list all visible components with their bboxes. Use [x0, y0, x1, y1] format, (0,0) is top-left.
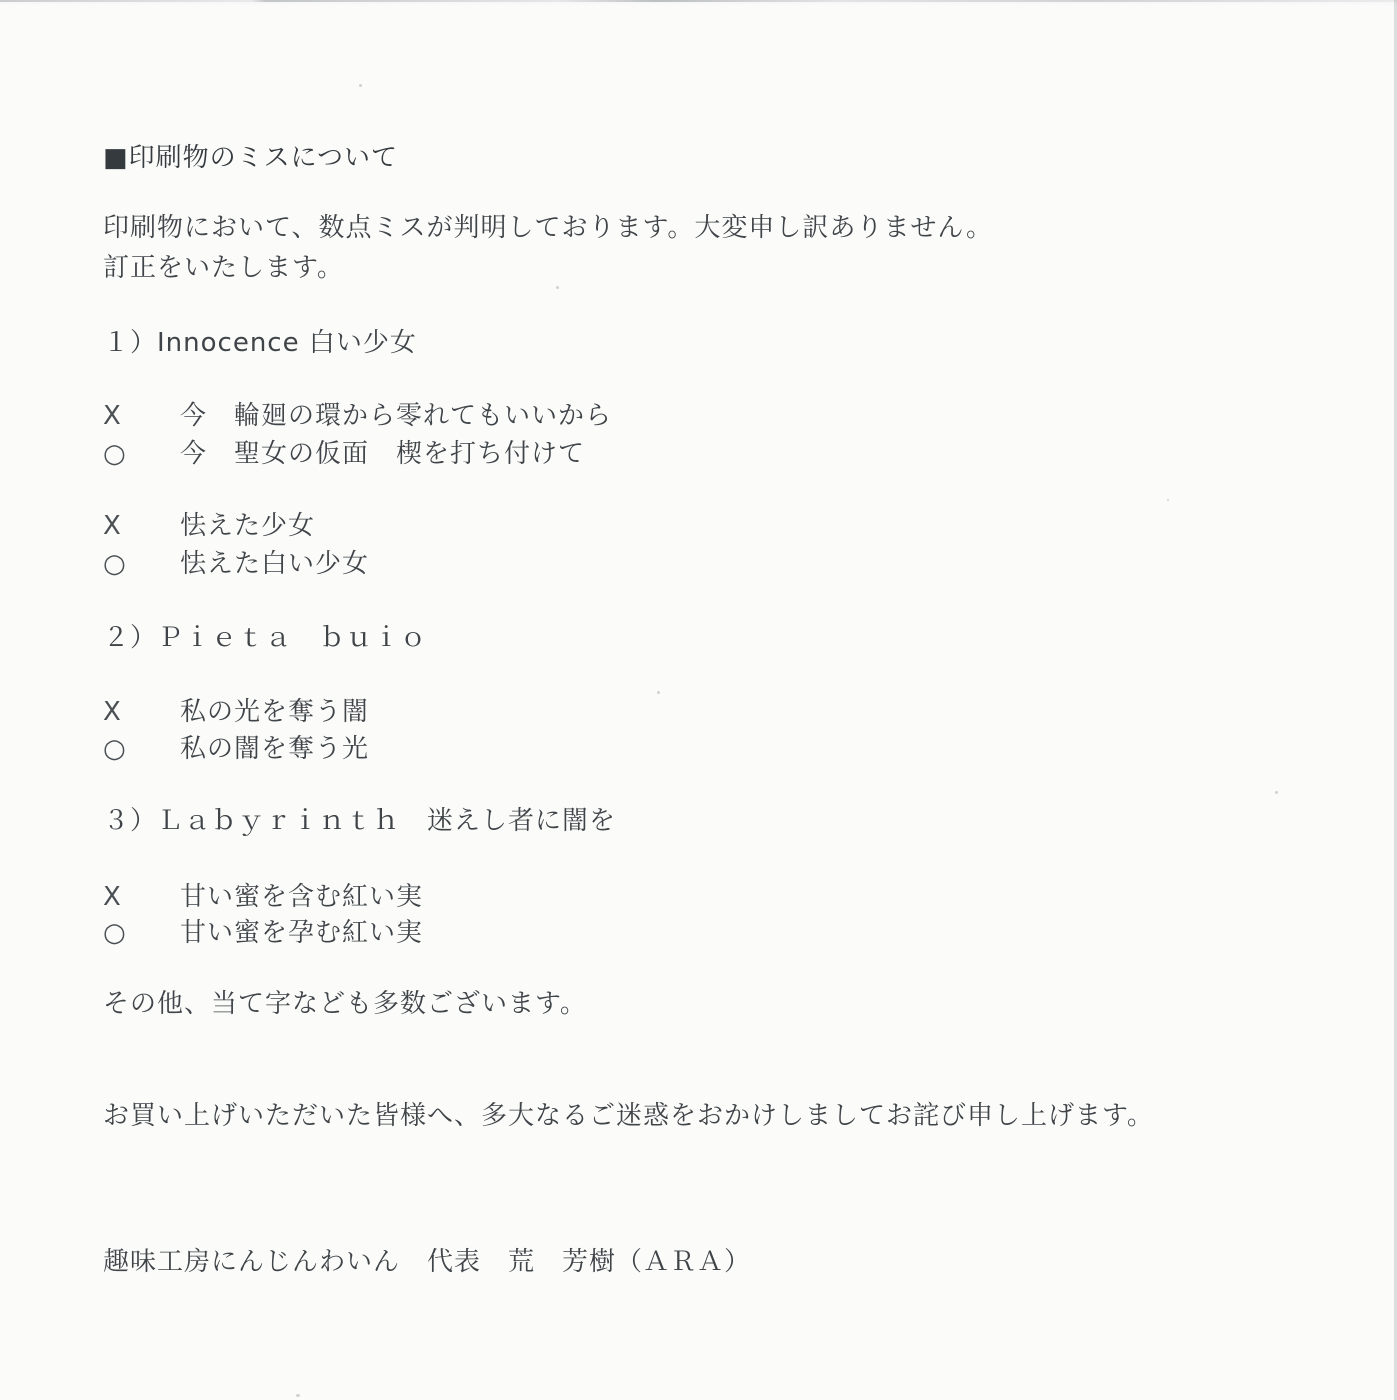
scan-speck: [556, 286, 559, 289]
scan-speck: [296, 1394, 300, 1397]
correct-text: 甘い蜜を孕む紅い実: [180, 918, 424, 948]
correct-text: 今 聖女の仮面 楔を打ち付けて: [180, 439, 586, 469]
signature-line: 趣味工房にんじんわいん 代表 荒 芳樹（ＡＲＡ）: [103, 1247, 752, 1277]
correct-mark: ○: [103, 549, 127, 579]
note-line: その他、当て字なども多数ございます。: [103, 989, 587, 1019]
wrong-mark: X: [103, 697, 122, 727]
scan-speck: [657, 691, 660, 694]
correction-wrong-line: [103, 880, 423, 914]
correction-correct-line: [103, 732, 369, 766]
correction-wrong-line: [103, 695, 369, 729]
wrong-mark: X: [103, 882, 122, 912]
intro-line-1: 印刷物において、数点ミスが判明しております。大変申し訳ありません。: [103, 213, 993, 243]
correction-correct-line: [103, 916, 423, 950]
wrong-text: 甘い蜜を含む紅い実: [180, 882, 424, 912]
correction-correct-line: [103, 437, 585, 471]
correct-mark: ○: [103, 734, 127, 764]
correct-mark: ○: [103, 439, 127, 469]
wrong-mark: X: [103, 401, 122, 431]
document-title: ■印刷物のミスについて: [103, 143, 399, 173]
correction-wrong-line: [103, 399, 612, 433]
section-3-heading: ３）Ｌａｂｙｒｉｎｔｈ 迷えし者に闇を: [103, 806, 617, 836]
correct-text: 私の闇を奪う光: [180, 734, 370, 764]
section-1-heading: １）Innocence 白い少女: [103, 328, 417, 358]
wrong-text: 怯えた少女: [180, 511, 316, 541]
wrong-text: 今 輪廻の環から零れてもいいから: [180, 401, 613, 431]
scan-speck: [1275, 791, 1278, 794]
scan-edge-artifact-top: [0, 0, 1397, 2]
scan-speck: [1167, 499, 1169, 501]
correct-mark: ○: [103, 918, 127, 948]
apology-line: お買い上げいただいた皆様へ、多大なるご迷惑をおかけしましてお詫び申し上げます。: [103, 1101, 1154, 1131]
wrong-mark: X: [103, 511, 122, 541]
intro-line-2: 訂正をいたします。: [103, 253, 344, 283]
correction-wrong-line: [103, 509, 315, 543]
scan-speck: [359, 84, 362, 87]
wrong-text: 私の光を奪う闇: [180, 697, 370, 727]
correction-correct-line: [103, 547, 369, 581]
section-2-heading: ２）Ｐｉｅｔａ ｂｕｉｏ: [103, 623, 428, 653]
correct-text: 怯えた白い少女: [180, 549, 370, 579]
